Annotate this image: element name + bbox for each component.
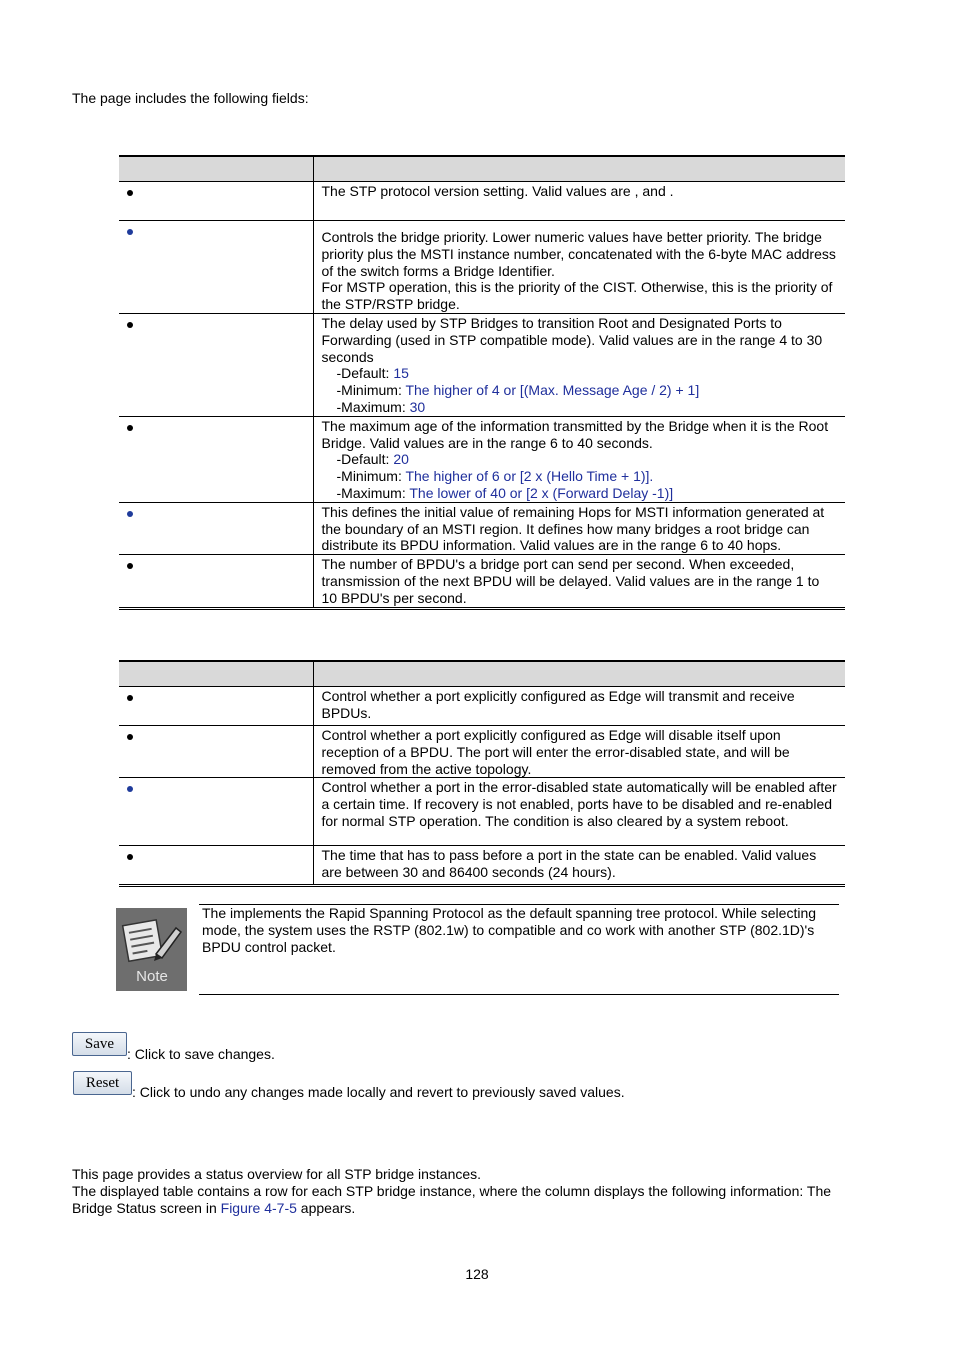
bullet-icon	[127, 854, 133, 860]
row-description: Controls the bridge priority. Lower numeric values have better priority. The bridge priority plus the MSTI instance number, concatenated with the 6-byte MAC address of the switch forms a Bridge Identifier. For MSTP operation, this is the priority of the CIST. Otherwise, this is the priority of the STP/RSTP bridge.	[313, 221, 845, 314]
bullet-icon	[127, 563, 133, 569]
reset-description: : Click to undo any changes made locally and revert to previously saved values.	[132, 1084, 625, 1100]
note-pencil-icon	[116, 908, 187, 991]
bullet-icon	[127, 322, 133, 328]
save-description: : Click to save changes.	[127, 1046, 275, 1062]
bullet-icon	[127, 511, 133, 517]
row-description: Control whether a port explicitly configured as Edge will disable itself upon reception of a BPDU. The port will enter the error-disabled state, and will be removed from the active topology.	[313, 726, 845, 778]
bridge-settings-table	[119, 155, 845, 610]
note-text: The implements the Rapid Spanning Protocol as the default spanning tree protocol. While selecting mode, the system uses the RSTP (802.1w) to compatible and co work with another STP (802.1D)'s BPDU control packet.	[199, 904, 839, 995]
row-description: The delay used by STP Bridges to transition Root and Designated Ports to Forwarding (used in STP compatible mode). Valid values are in the range 4 to 30 seconds -Default: 15 -Minimum: The higher of 4 or [(Max. Message Age / 2) + 1] -Maximum: 30	[313, 313, 845, 416]
row-description: This defines the initial value of remaining Hops for MSTI information generated at the boundary of an MSTI region. It defines how many bridges a root bridge can distribute its BPDU information. Valid values are in the range 6 to 40 hops.	[313, 502, 845, 554]
object-header	[119, 661, 313, 687]
table-row	[119, 687, 845, 726]
page-number: 128	[465, 1266, 489, 1282]
row-description: The maximum age of the information transmitted by the Bridge when it is the Root Bridge. Valid values are in the range 6 to 40 seconds. -Default: 20 -Minimum: The higher of 6 or [2 x (Hello Time + 1)]. -Maximum: The lower of 40 or [2 x (Forward Delay -1)]	[313, 416, 845, 502]
bullet-icon	[127, 786, 133, 792]
row-description: The number of BPDU's a bridge port can send per second. When exceeded, transmission of the next BPDU will be delayed. Valid values are in the range 1 to 10 BPDU's per second.	[313, 555, 845, 608]
save-button[interactable]: Save	[72, 1032, 127, 1056]
note-icon	[116, 908, 187, 991]
table-row	[119, 416, 845, 502]
table-row	[119, 502, 845, 554]
port-settings-table	[119, 660, 845, 887]
table-row	[119, 846, 845, 886]
figure-link[interactable]: Figure 4-7-5	[220, 1200, 297, 1216]
table-row	[119, 778, 845, 846]
bullet-icon	[127, 734, 133, 740]
table-row	[119, 313, 845, 416]
table-row	[119, 726, 845, 778]
row-description: Control whether a port explicitly configured as Edge will transmit and receive BPDUs.	[313, 687, 845, 726]
object-header	[119, 156, 313, 182]
table-header	[119, 156, 845, 182]
row-description: The STP protocol version setting. Valid values are , and .	[313, 182, 845, 221]
row-description: Control whether a port in the error-disabled state automatically will be enabled after a certain time. If recovery is not enabled, ports have to be disabled and re-enabled for normal STP operation. The condition is also cleared by a system reboot.	[313, 778, 845, 846]
bullet-icon	[127, 695, 133, 701]
table-header	[119, 661, 845, 687]
description-header	[313, 156, 845, 182]
status-paragraph: This page provides a status overview for all STP bridge instances. The displayed table contains a row for each STP bridge instance, where the column displays the following information: The Bridge Status screen in Figure 4-7-5 appears.	[72, 1166, 832, 1216]
bullet-icon	[127, 425, 133, 431]
row-description: The time that has to pass before a port in the state can be enabled. Valid values are between 30 and 86400 seconds (24 hours).	[313, 846, 845, 886]
svg-text:Note: Note	[136, 968, 168, 985]
table-row	[119, 555, 845, 608]
reset-button[interactable]: Reset	[73, 1071, 132, 1095]
bullet-icon	[127, 190, 133, 196]
table-row	[119, 182, 845, 221]
table-row	[119, 221, 845, 314]
description-header	[313, 661, 845, 687]
bullet-icon	[127, 229, 133, 235]
intro-text: The page includes the following fields:	[72, 90, 309, 106]
